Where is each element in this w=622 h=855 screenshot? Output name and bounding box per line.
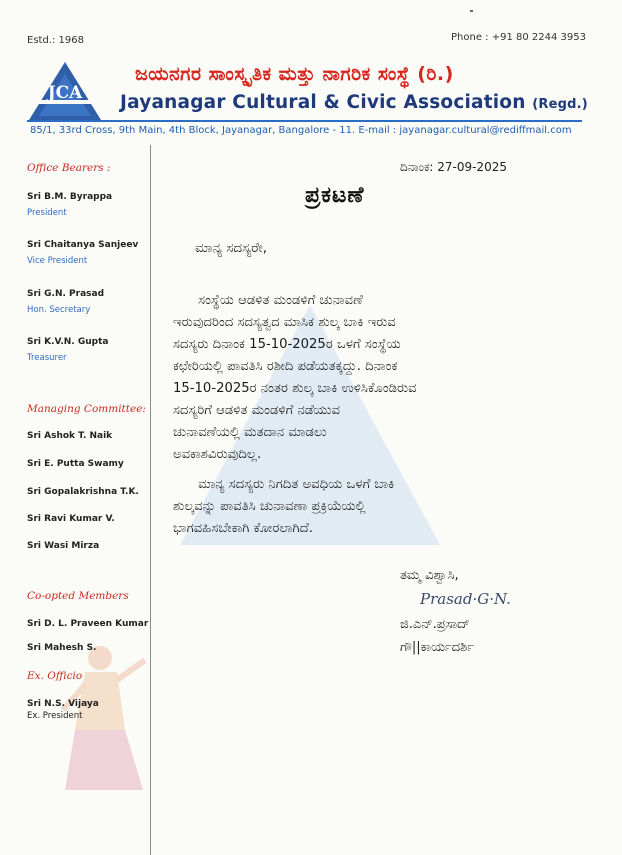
office-bearer-role: President bbox=[27, 208, 67, 218]
paragraph-line: ಸದಸ್ಯರು ದಿನಾಂಕ 15-10-2025ರ ಒಳಗೆ ಸಂಸ್ಥೆಯ bbox=[173, 337, 401, 352]
committee-member: Sri Ravi Kumar V. bbox=[27, 514, 115, 524]
committee-member: Sri Ashok T. Naik bbox=[27, 431, 113, 441]
ex-officio-name: Sri N.S. Vijaya bbox=[27, 699, 99, 709]
closing-phrase: ತಮ್ಮ ವಿಶ್ವಾಸಿ, bbox=[400, 568, 459, 583]
org-name-kannada: ಜಯನಗರ ಸಾಂಸ್ಕೃತಿಕ ಮತ್ತು ನಾಗರಿಕ ಸಂಸ್ಥೆ (ರಿ.) bbox=[135, 63, 454, 85]
address-line: 85/1, 33rd Cross, 9th Main, 4th Block, Jayanagar, Bangalore - 11. E-mail : jayanagar.cultural@rediffmail.com bbox=[30, 125, 572, 136]
paragraph-line: ಶುಲ್ಕವನ್ನು ಪಾವತಿಸಿ ಚುನಾವಣಾ ಪ್ರಕ್ರಿಯೆಯಲ್ಲಿ bbox=[173, 499, 366, 514]
paragraph-line: ಕಛೇರಿಯಲ್ಲಿ ಪಾವತಿಸಿ ರಶೀದಿ ಪಡೆಯತಕ್ಕದ್ದು. ದಿನಾಂಕ bbox=[173, 359, 398, 374]
paragraph-line: ಅವಕಾಶವಿರುವುದಿಲ್ಲ. bbox=[173, 447, 262, 462]
speck bbox=[470, 10, 473, 12]
committee-member: Sri E. Putta Swamy bbox=[27, 459, 124, 469]
paragraph-line: ಇರುವುದರಿಂದ ಸದಸ್ಯತ್ವದ ಮಾಸಿಕ ಶುಲ್ಕ ಬಾಕಿ ಇರುವ bbox=[173, 315, 396, 330]
established-year: Estd.: 1968 bbox=[27, 35, 84, 46]
paragraph-line: ಸದಸ್ಯರಿಗೆ ಆಡಳಿತ ಮಂಡಳಿಗೆ ನಡೆಯುವ bbox=[173, 403, 341, 418]
committee-member: Sri Gopalakrishna T.K. bbox=[27, 487, 139, 497]
letter-date: ದಿನಾಂಕ: 27-09-2025 bbox=[400, 160, 507, 174]
org-name-english-text: Jayanagar Cultural & Civic Association bbox=[120, 92, 526, 113]
notice-paragraph-2 bbox=[173, 474, 394, 540]
signer-role: ಗೌ||ಕಾರ್ಯದರ್ಶಿ bbox=[400, 640, 474, 655]
notice-paragraph-1 bbox=[173, 290, 417, 466]
office-bearers-heading: Office Bearers : bbox=[27, 162, 111, 174]
signature: Prasad·G·N. bbox=[420, 590, 511, 608]
notice-title: ಪ್ರಕಟಣೆ bbox=[305, 183, 365, 208]
salutation: ಮಾನ್ಯ ಸದಸ್ಯರೇ, bbox=[195, 240, 268, 256]
office-bearer-name: Sri K.V.N. Gupta bbox=[27, 337, 109, 347]
office-bearer-role: Hon. Secretary bbox=[27, 305, 91, 315]
header-divider bbox=[27, 120, 582, 122]
office-bearer-name: Sri G.N. Prasad bbox=[27, 289, 105, 299]
jca-logo-icon bbox=[27, 60, 103, 122]
ex-officio-heading: Ex. Officio bbox=[27, 670, 83, 682]
office-bearer-role: Vice President bbox=[27, 256, 88, 266]
co-opted-heading: Co-opted Members bbox=[27, 590, 129, 602]
phone-number: Phone : +91 80 2244 3953 bbox=[451, 32, 586, 43]
regd-label: (Regd.) bbox=[532, 97, 588, 112]
office-bearer-name: Sri Chaitanya Sanjeev bbox=[27, 240, 139, 250]
co-opted-member: Sri D. L. Praveen Kumar bbox=[27, 619, 149, 629]
paragraph-line: ಸಂಸ್ಥೆಯ ಆಡಳಿತ ಮಂಡಳಿಗೆ ಚುನಾವಣೆ bbox=[173, 293, 363, 308]
sidebar-divider bbox=[150, 145, 151, 855]
committee-member: Sri Wasi Mirza bbox=[27, 541, 100, 551]
ex-officio-role: Ex. President bbox=[27, 711, 83, 721]
dancer-figure-icon bbox=[55, 640, 150, 805]
org-name-english bbox=[120, 92, 588, 113]
co-opted-member: Sri Mahesh S. bbox=[27, 643, 97, 653]
paragraph-line: 15-10-2025ರ ನಂತರ ಶುಲ್ಕ ಬಾಕಿ ಉಳಿಸಿಕೊಂಡಿರುವ bbox=[173, 381, 417, 396]
paragraph-line: ಚುನಾವಣೆಯಲ್ಲಿ ಮತದಾನ ಮಾಡಲು bbox=[173, 425, 327, 440]
office-bearer-role: Treasurer bbox=[27, 353, 67, 363]
logo-text: JCA bbox=[47, 83, 83, 103]
office-bearer-name: Sri B.M. Byrappa bbox=[27, 192, 113, 202]
signer-name: ಜಿ.ಎನ್.ಪ್ರಸಾದ್ bbox=[400, 617, 470, 632]
paragraph-line: ಮಾನ್ಯ ಸದಸ್ಯರು ನಿಗದಿತ ಅವಧಿಯ ಒಳಗೆ ಬಾಕಿ bbox=[173, 477, 395, 492]
paragraph-line: ಭಾಗವಹಿಸಬೇಕಾಗಿ ಕೋರಲಾಗಿದೆ. bbox=[173, 521, 313, 536]
managing-committee-heading: Managing Committee: bbox=[27, 403, 146, 415]
